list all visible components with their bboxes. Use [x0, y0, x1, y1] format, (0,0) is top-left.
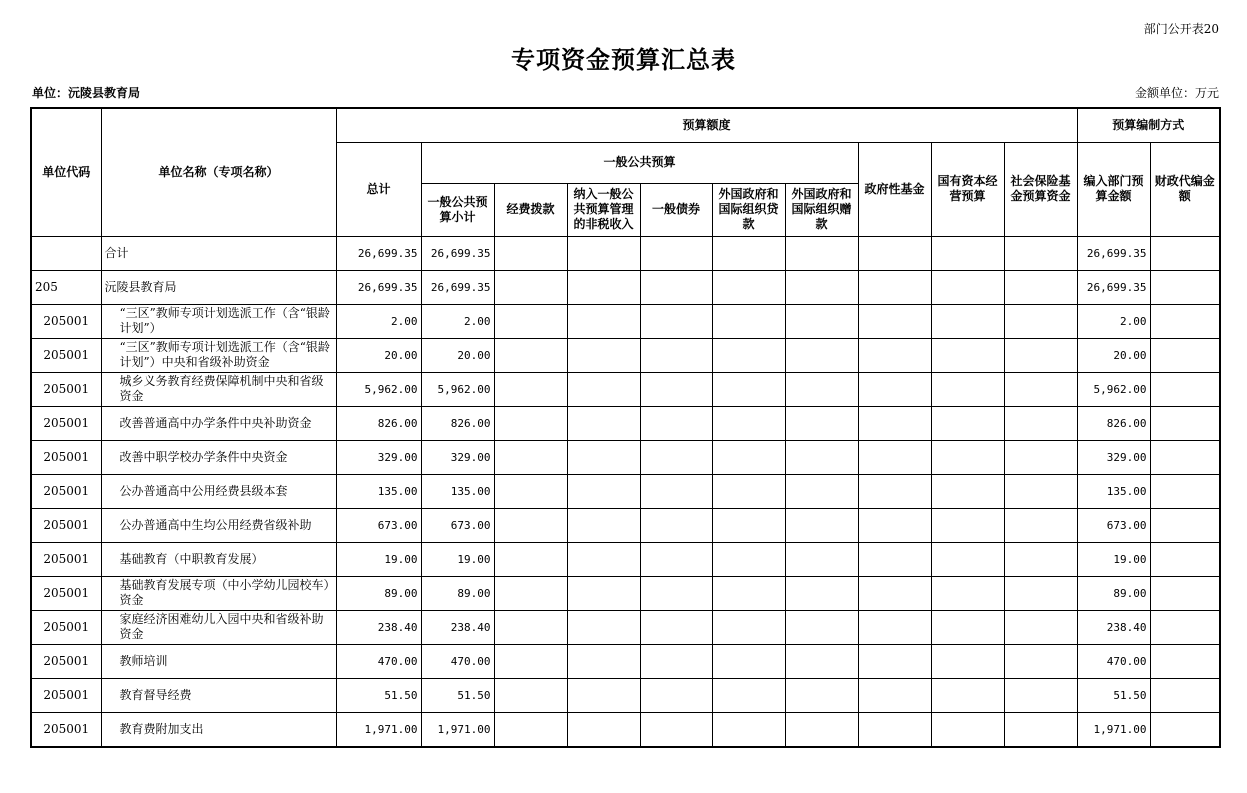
- cell-unit-name: 教育费附加支出: [101, 712, 336, 747]
- cell-empty: [712, 508, 785, 542]
- cell-empty: [494, 542, 567, 576]
- cell-unit-code: 205001: [31, 610, 101, 644]
- cell-empty: [494, 474, 567, 508]
- cell-general-subtotal: 51.50: [421, 678, 494, 712]
- cell-empty: [858, 406, 931, 440]
- cell-unit-name: “三区”教师专项计划选派工作（含“银龄计划”）: [101, 304, 336, 338]
- cell-unit-code: 205001: [31, 474, 101, 508]
- cell-dept-budget: 1,971.00: [1077, 712, 1150, 747]
- cell-general-subtotal: 2.00: [421, 304, 494, 338]
- cell-empty: [494, 406, 567, 440]
- cell-empty: [785, 338, 858, 372]
- cell-finance-agent: [1150, 508, 1220, 542]
- cell-empty: [1004, 236, 1077, 270]
- table-row: [31, 508, 1220, 542]
- cell-empty: [931, 474, 1004, 508]
- cell-empty: [858, 644, 931, 678]
- cell-empty: [1004, 644, 1077, 678]
- col-non-tax-income: 纳入一般公共预算管理的非税收入: [567, 183, 640, 236]
- cell-unit-name: 城乡义务教育经费保障机制中央和省级资金: [101, 372, 336, 406]
- col-general-bonds: 一般债券: [640, 183, 712, 236]
- cell-empty: [640, 508, 712, 542]
- cell-total: 470.00: [336, 644, 421, 678]
- cell-general-subtotal: 135.00: [421, 474, 494, 508]
- cell-empty: [858, 304, 931, 338]
- amount-unit-label: 金额单位：万元: [1134, 86, 1219, 100]
- cell-empty: [1004, 270, 1077, 304]
- cell-empty: [494, 236, 567, 270]
- cell-unit-code: 205001: [31, 576, 101, 610]
- cell-unit-name: 沅陵县教育局: [101, 270, 336, 304]
- table-row: [31, 678, 1220, 712]
- cell-general-subtotal: 19.00: [421, 542, 494, 576]
- cell-unit-code: 205001: [31, 542, 101, 576]
- cell-empty: [858, 474, 931, 508]
- cell-total: 135.00: [336, 474, 421, 508]
- cell-general-subtotal: 20.00: [421, 338, 494, 372]
- cell-unit-code: 205001: [31, 712, 101, 747]
- cell-empty: [567, 678, 640, 712]
- cell-total: 89.00: [336, 576, 421, 610]
- cell-unit-code: 205001: [31, 508, 101, 542]
- cell-empty: [494, 270, 567, 304]
- cell-empty: [712, 304, 785, 338]
- cell-finance-agent: [1150, 644, 1220, 678]
- cell-unit-name: “三区”教师专项计划选派工作（含“银龄计划”）中央和省级补助资金: [101, 338, 336, 372]
- cell-finance-agent: [1150, 610, 1220, 644]
- cell-dept-budget: 51.50: [1077, 678, 1150, 712]
- table-row: [31, 474, 1220, 508]
- table-row: [31, 236, 1220, 270]
- cell-dept-budget: 673.00: [1077, 508, 1150, 542]
- cell-unit-code: [31, 236, 101, 270]
- cell-empty: [785, 712, 858, 747]
- cell-unit-name: 教师培训: [101, 644, 336, 678]
- cell-empty: [640, 610, 712, 644]
- col-operating-appropriation: 经费拨款: [494, 183, 567, 236]
- cell-dept-budget: 470.00: [1077, 644, 1150, 678]
- cell-unit-code: 205001: [31, 644, 101, 678]
- cell-unit-code: 205001: [31, 304, 101, 338]
- cell-empty: [712, 712, 785, 747]
- cell-empty: [567, 236, 640, 270]
- cell-total: 20.00: [336, 338, 421, 372]
- cell-general-subtotal: 238.40: [421, 610, 494, 644]
- cell-empty: [640, 236, 712, 270]
- table-row: [31, 440, 1220, 474]
- cell-unit-name: 合计: [101, 236, 336, 270]
- col-unit-name: 单位名称（专项名称）: [101, 108, 336, 236]
- cell-general-subtotal: 89.00: [421, 576, 494, 610]
- col-foreign-grants: 外国政府和国际组织赠款: [785, 183, 858, 236]
- table-row: [31, 576, 1220, 610]
- cell-empty: [567, 474, 640, 508]
- cell-empty: [858, 440, 931, 474]
- col-unit-code: 单位代码: [31, 108, 101, 236]
- cell-dept-budget: 26,699.35: [1077, 270, 1150, 304]
- cell-finance-agent: [1150, 406, 1220, 440]
- cell-empty: [858, 678, 931, 712]
- cell-empty: [640, 304, 712, 338]
- cell-unit-code: 205: [31, 270, 101, 304]
- cell-finance-agent: [1150, 678, 1220, 712]
- cell-empty: [712, 372, 785, 406]
- cell-finance-agent: [1150, 576, 1220, 610]
- cell-empty: [1004, 372, 1077, 406]
- cell-unit-code: 205001: [31, 338, 101, 372]
- cell-empty: [858, 372, 931, 406]
- cell-empty: [494, 610, 567, 644]
- cell-total: 26,699.35: [336, 270, 421, 304]
- col-general-public-budget: 一般公共预算: [421, 142, 858, 183]
- cell-empty: [712, 644, 785, 678]
- cell-empty: [858, 576, 931, 610]
- cell-empty: [640, 440, 712, 474]
- cell-empty: [931, 440, 1004, 474]
- table-row: [31, 644, 1220, 678]
- table-row: [31, 304, 1220, 338]
- col-budget-amount: 预算额度: [336, 108, 1077, 142]
- cell-empty: [1004, 542, 1077, 576]
- col-state-capital: 国有资本经营预算: [931, 142, 1004, 236]
- col-foreign-loans: 外国政府和国际组织贷款: [712, 183, 785, 236]
- cell-empty: [567, 440, 640, 474]
- cell-general-subtotal: 673.00: [421, 508, 494, 542]
- cell-total: 673.00: [336, 508, 421, 542]
- cell-empty: [931, 576, 1004, 610]
- cell-unit-code: 205001: [31, 678, 101, 712]
- cell-empty: [640, 542, 712, 576]
- cell-empty: [858, 508, 931, 542]
- cell-empty: [494, 372, 567, 406]
- cell-empty: [567, 508, 640, 542]
- cell-empty: [494, 678, 567, 712]
- cell-empty: [1004, 610, 1077, 644]
- cell-empty: [494, 508, 567, 542]
- cell-empty: [640, 678, 712, 712]
- cell-unit-name: 家庭经济困难幼儿入园中央和省级补助资金: [101, 610, 336, 644]
- cell-empty: [640, 270, 712, 304]
- col-total: 总计: [336, 142, 421, 236]
- cell-empty: [640, 372, 712, 406]
- cell-empty: [494, 712, 567, 747]
- cell-empty: [931, 644, 1004, 678]
- cell-dept-budget: 89.00: [1077, 576, 1150, 610]
- cell-unit-name: 教育督导经费: [101, 678, 336, 712]
- col-compile-method: 预算编制方式: [1077, 108, 1220, 142]
- cell-empty: [858, 236, 931, 270]
- cell-empty: [931, 542, 1004, 576]
- cell-empty: [494, 338, 567, 372]
- cell-empty: [785, 304, 858, 338]
- cell-empty: [785, 406, 858, 440]
- cell-empty: [640, 576, 712, 610]
- cell-empty: [858, 610, 931, 644]
- cell-empty: [1004, 440, 1077, 474]
- cell-empty: [567, 542, 640, 576]
- cell-empty: [494, 304, 567, 338]
- cell-empty: [712, 474, 785, 508]
- col-finance-agent: 财政代编金额: [1150, 142, 1220, 236]
- cell-total: 19.00: [336, 542, 421, 576]
- cell-empty: [1004, 406, 1077, 440]
- cell-empty: [640, 338, 712, 372]
- cell-empty: [1004, 712, 1077, 747]
- cell-finance-agent: [1150, 542, 1220, 576]
- cell-empty: [640, 712, 712, 747]
- cell-general-subtotal: 1,971.00: [421, 712, 494, 747]
- cell-empty: [712, 542, 785, 576]
- table-row: [31, 610, 1220, 644]
- cell-empty: [931, 304, 1004, 338]
- cell-empty: [785, 236, 858, 270]
- cell-empty: [785, 440, 858, 474]
- cell-finance-agent: [1150, 236, 1220, 270]
- cell-finance-agent: [1150, 712, 1220, 747]
- col-social-insurance: 社会保险基金预算资金: [1004, 142, 1077, 236]
- cell-empty: [712, 406, 785, 440]
- cell-dept-budget: 26,699.35: [1077, 236, 1150, 270]
- cell-empty: [931, 372, 1004, 406]
- cell-empty: [567, 644, 640, 678]
- cell-finance-agent: [1150, 304, 1220, 338]
- cell-total: 826.00: [336, 406, 421, 440]
- cell-general-subtotal: 26,699.35: [421, 236, 494, 270]
- cell-total: 329.00: [336, 440, 421, 474]
- cell-total: 238.40: [336, 610, 421, 644]
- cell-empty: [567, 270, 640, 304]
- cell-dept-budget: 5,962.00: [1077, 372, 1150, 406]
- cell-empty: [931, 236, 1004, 270]
- cell-finance-agent: [1150, 372, 1220, 406]
- cell-empty: [494, 576, 567, 610]
- cell-empty: [858, 338, 931, 372]
- cell-empty: [640, 474, 712, 508]
- cell-empty: [1004, 474, 1077, 508]
- cell-empty: [712, 338, 785, 372]
- cell-empty: [931, 678, 1004, 712]
- cell-dept-budget: 2.00: [1077, 304, 1150, 338]
- cell-unit-name: 基础教育（中职教育发展）: [101, 542, 336, 576]
- cell-empty: [1004, 508, 1077, 542]
- cell-empty: [858, 542, 931, 576]
- cell-empty: [785, 610, 858, 644]
- cell-unit-name: 公办普通高中公用经费县级本套: [101, 474, 336, 508]
- cell-total: 5,962.00: [336, 372, 421, 406]
- cell-empty: [858, 270, 931, 304]
- cell-total: 26,699.35: [336, 236, 421, 270]
- cell-empty: [494, 440, 567, 474]
- cell-general-subtotal: 470.00: [421, 644, 494, 678]
- budget-table: [30, 107, 1221, 748]
- cell-empty: [785, 474, 858, 508]
- table-row: [31, 372, 1220, 406]
- table-row: [31, 542, 1220, 576]
- cell-empty: [1004, 576, 1077, 610]
- cell-empty: [494, 644, 567, 678]
- cell-total: 1,971.00: [336, 712, 421, 747]
- unit-label: 单位：沅陵县教育局: [32, 86, 141, 100]
- cell-empty: [567, 610, 640, 644]
- table-row: [31, 712, 1220, 747]
- cell-empty: [785, 678, 858, 712]
- cell-empty: [931, 508, 1004, 542]
- cell-finance-agent: [1150, 270, 1220, 304]
- col-dept-budget: 编入部门预算金额: [1077, 142, 1150, 236]
- cell-unit-code: 205001: [31, 406, 101, 440]
- cell-empty: [785, 644, 858, 678]
- cell-empty: [567, 372, 640, 406]
- cell-unit-name: 基础教育发展专项（中小学幼儿园校车）资金: [101, 576, 336, 610]
- cell-dept-budget: 135.00: [1077, 474, 1150, 508]
- cell-unit-name: 改善普通高中办学条件中央补助资金: [101, 406, 336, 440]
- cell-empty: [712, 440, 785, 474]
- cell-empty: [567, 712, 640, 747]
- cell-empty: [567, 406, 640, 440]
- cell-dept-budget: 329.00: [1077, 440, 1150, 474]
- cell-total: 51.50: [336, 678, 421, 712]
- cell-empty: [640, 644, 712, 678]
- cell-empty: [931, 338, 1004, 372]
- cell-empty: [1004, 338, 1077, 372]
- cell-empty: [567, 338, 640, 372]
- cell-empty: [1004, 678, 1077, 712]
- cell-empty: [567, 576, 640, 610]
- cell-unit-code: 205001: [31, 372, 101, 406]
- cell-empty: [858, 712, 931, 747]
- cell-total: 2.00: [336, 304, 421, 338]
- cell-unit-name: 改善中职学校办学条件中央资金: [101, 440, 336, 474]
- cell-empty: [712, 236, 785, 270]
- cell-empty: [712, 678, 785, 712]
- cell-general-subtotal: 5,962.00: [421, 372, 494, 406]
- cell-empty: [931, 610, 1004, 644]
- cell-dept-budget: 19.00: [1077, 542, 1150, 576]
- cell-empty: [712, 576, 785, 610]
- cell-empty: [640, 406, 712, 440]
- cell-dept-budget: 20.00: [1077, 338, 1150, 372]
- col-gov-fund: 政府性基金: [858, 142, 931, 236]
- cell-unit-name: 公办普通高中生均公用经费省级补助: [101, 508, 336, 542]
- table-row: [31, 338, 1220, 372]
- cell-general-subtotal: 26,699.35: [421, 270, 494, 304]
- cell-finance-agent: [1150, 474, 1220, 508]
- cell-dept-budget: 826.00: [1077, 406, 1150, 440]
- cell-empty: [785, 270, 858, 304]
- cell-empty: [785, 508, 858, 542]
- cell-empty: [712, 270, 785, 304]
- cell-empty: [785, 576, 858, 610]
- col-general-subtotal: 一般公共预算小计: [421, 183, 494, 236]
- form-number: 部门公开表20: [1143, 22, 1219, 36]
- table-row: [31, 406, 1220, 440]
- cell-empty: [931, 712, 1004, 747]
- cell-empty: [785, 542, 858, 576]
- cell-unit-code: 205001: [31, 440, 101, 474]
- cell-empty: [931, 270, 1004, 304]
- table-row: [31, 270, 1220, 304]
- cell-general-subtotal: 329.00: [421, 440, 494, 474]
- cell-empty: [785, 372, 858, 406]
- cell-dept-budget: 238.40: [1077, 610, 1150, 644]
- cell-general-subtotal: 826.00: [421, 406, 494, 440]
- cell-finance-agent: [1150, 440, 1220, 474]
- cell-empty: [1004, 304, 1077, 338]
- cell-empty: [567, 304, 640, 338]
- cell-finance-agent: [1150, 338, 1220, 372]
- cell-empty: [931, 406, 1004, 440]
- cell-empty: [712, 610, 785, 644]
- page-title: 专项资金预算汇总表: [511, 45, 736, 74]
